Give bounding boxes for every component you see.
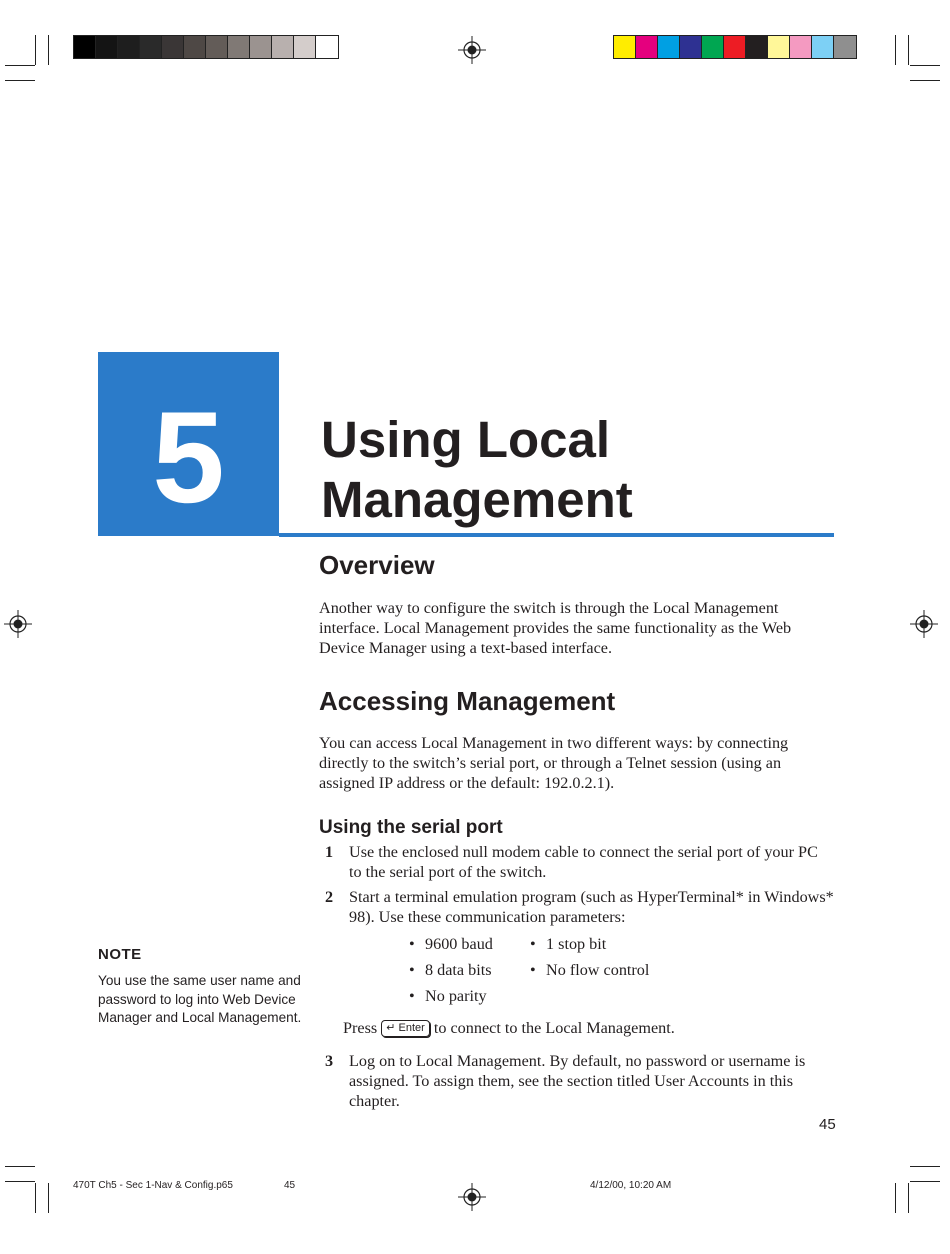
crop-mark <box>5 1181 35 1182</box>
crop-mark <box>910 1166 940 1167</box>
parameter-label: No parity <box>425 987 487 1005</box>
note-body: You use the same user name and password to log into Web Device Manager and Local Management. <box>98 973 302 1025</box>
crop-mark <box>895 35 896 65</box>
registration-target-icon <box>458 1183 486 1211</box>
parameter-label: 9600 baud <box>425 935 493 953</box>
overview-body: Another way to configure the switch is through the Local Management interface. Local Management provides the same functionality as the Web Device Manager using a text-based interface. <box>319 599 792 657</box>
chapter-rule <box>279 533 834 537</box>
color-swatch <box>162 36 184 58</box>
color-swatch <box>206 36 228 58</box>
color-swatch <box>746 36 768 58</box>
color-swatch <box>272 36 294 58</box>
color-swatch <box>834 36 856 58</box>
color-swatch <box>812 36 834 58</box>
color-swatch <box>790 36 812 58</box>
note-heading: NOTE <box>98 946 142 963</box>
crop-mark <box>5 65 35 66</box>
color-swatch <box>636 36 658 58</box>
color-swatch <box>184 36 206 58</box>
color-swatch <box>228 36 250 58</box>
registration-target-icon <box>458 36 486 64</box>
crop-mark <box>48 1183 49 1213</box>
crop-mark <box>908 35 909 65</box>
press-text: Press <box>343 1019 378 1037</box>
registration-target-icon <box>4 610 32 638</box>
serial-port-heading: Using the serial port <box>319 817 503 838</box>
crop-mark <box>35 1183 36 1213</box>
registration-target-icon <box>910 610 938 638</box>
parameter-item: • No parity <box>409 987 487 1005</box>
chapter-number: 5 <box>152 384 225 530</box>
color-swatch <box>724 36 746 58</box>
parameter-label: 1 stop bit <box>546 935 607 953</box>
step-number: 2 <box>325 888 334 906</box>
step-number: 1 <box>325 843 334 861</box>
step-text: Start a terminal emulation program (such as HyperTerminal* in Windows* 98). Use these communication parameters: <box>349 888 834 926</box>
page-number: 45 <box>819 1116 836 1133</box>
parameter-item: • 9600 baud <box>409 935 493 953</box>
slug-page: 45 <box>284 1180 296 1191</box>
crop-mark <box>895 1183 896 1213</box>
color-swatch <box>96 36 118 58</box>
crop-mark <box>5 1166 35 1167</box>
press-text: to connect to the Local Management. <box>433 1019 675 1037</box>
color-swatch <box>316 36 338 58</box>
overview-heading: Overview <box>319 550 435 580</box>
grayscale-bar <box>73 35 339 59</box>
color-swatch <box>74 36 96 58</box>
accessing-heading: Accessing Management <box>319 686 616 716</box>
crop-mark <box>35 35 36 65</box>
chapter-title-line: Using Local <box>321 411 611 468</box>
step-number: 3 <box>325 1052 334 1070</box>
slug-date: 4/12/00, 10:20 AM <box>590 1180 672 1191</box>
color-bar <box>613 35 857 59</box>
crop-mark <box>910 80 940 81</box>
step-text: Log on to Local Management. By default, no password or username is assigned. To assign them, see the section titled User Accounts in this chapter. <box>349 1052 806 1110</box>
crop-mark <box>908 1183 909 1213</box>
parameter-label: No flow control <box>546 961 650 979</box>
parameter-item: • No flow control <box>530 961 650 979</box>
accessing-body: You can access Local Management in two different ways: by connecting directly to the switch’s serial port, or through a Telnet session (using an assigned IP address or the default: 192.0.2.1). <box>319 734 789 792</box>
color-swatch <box>768 36 790 58</box>
slug-filename: 470T Ch5 - Sec 1-Nav & Config.p65 <box>73 1180 233 1191</box>
crop-mark <box>48 35 49 65</box>
parameter-item: • 8 data bits <box>409 961 492 979</box>
chapter-title <box>321 410 841 530</box>
color-swatch <box>680 36 702 58</box>
color-swatch <box>140 36 162 58</box>
parameter-label: 8 data bits <box>425 961 492 979</box>
color-swatch <box>118 36 140 58</box>
step-text: Use the enclosed null modem cable to connect the serial port of your PC to the serial port of the switch. <box>349 843 818 881</box>
color-swatch <box>658 36 680 58</box>
color-swatch <box>702 36 724 58</box>
return-arrow-icon: ↵ <box>386 1022 396 1034</box>
crop-mark <box>910 1181 940 1182</box>
chapter-title-line: Management <box>321 471 633 528</box>
chapter-number-box <box>98 352 279 536</box>
crop-mark <box>910 65 940 66</box>
enter-key <box>381 1020 430 1037</box>
enter-key-label: Enter <box>398 1022 425 1034</box>
press-enter-instruction <box>343 1018 675 1038</box>
crop-mark <box>5 80 35 81</box>
color-swatch <box>614 36 636 58</box>
color-swatch <box>294 36 316 58</box>
color-swatch <box>250 36 272 58</box>
parameter-item: • 1 stop bit <box>530 935 607 953</box>
